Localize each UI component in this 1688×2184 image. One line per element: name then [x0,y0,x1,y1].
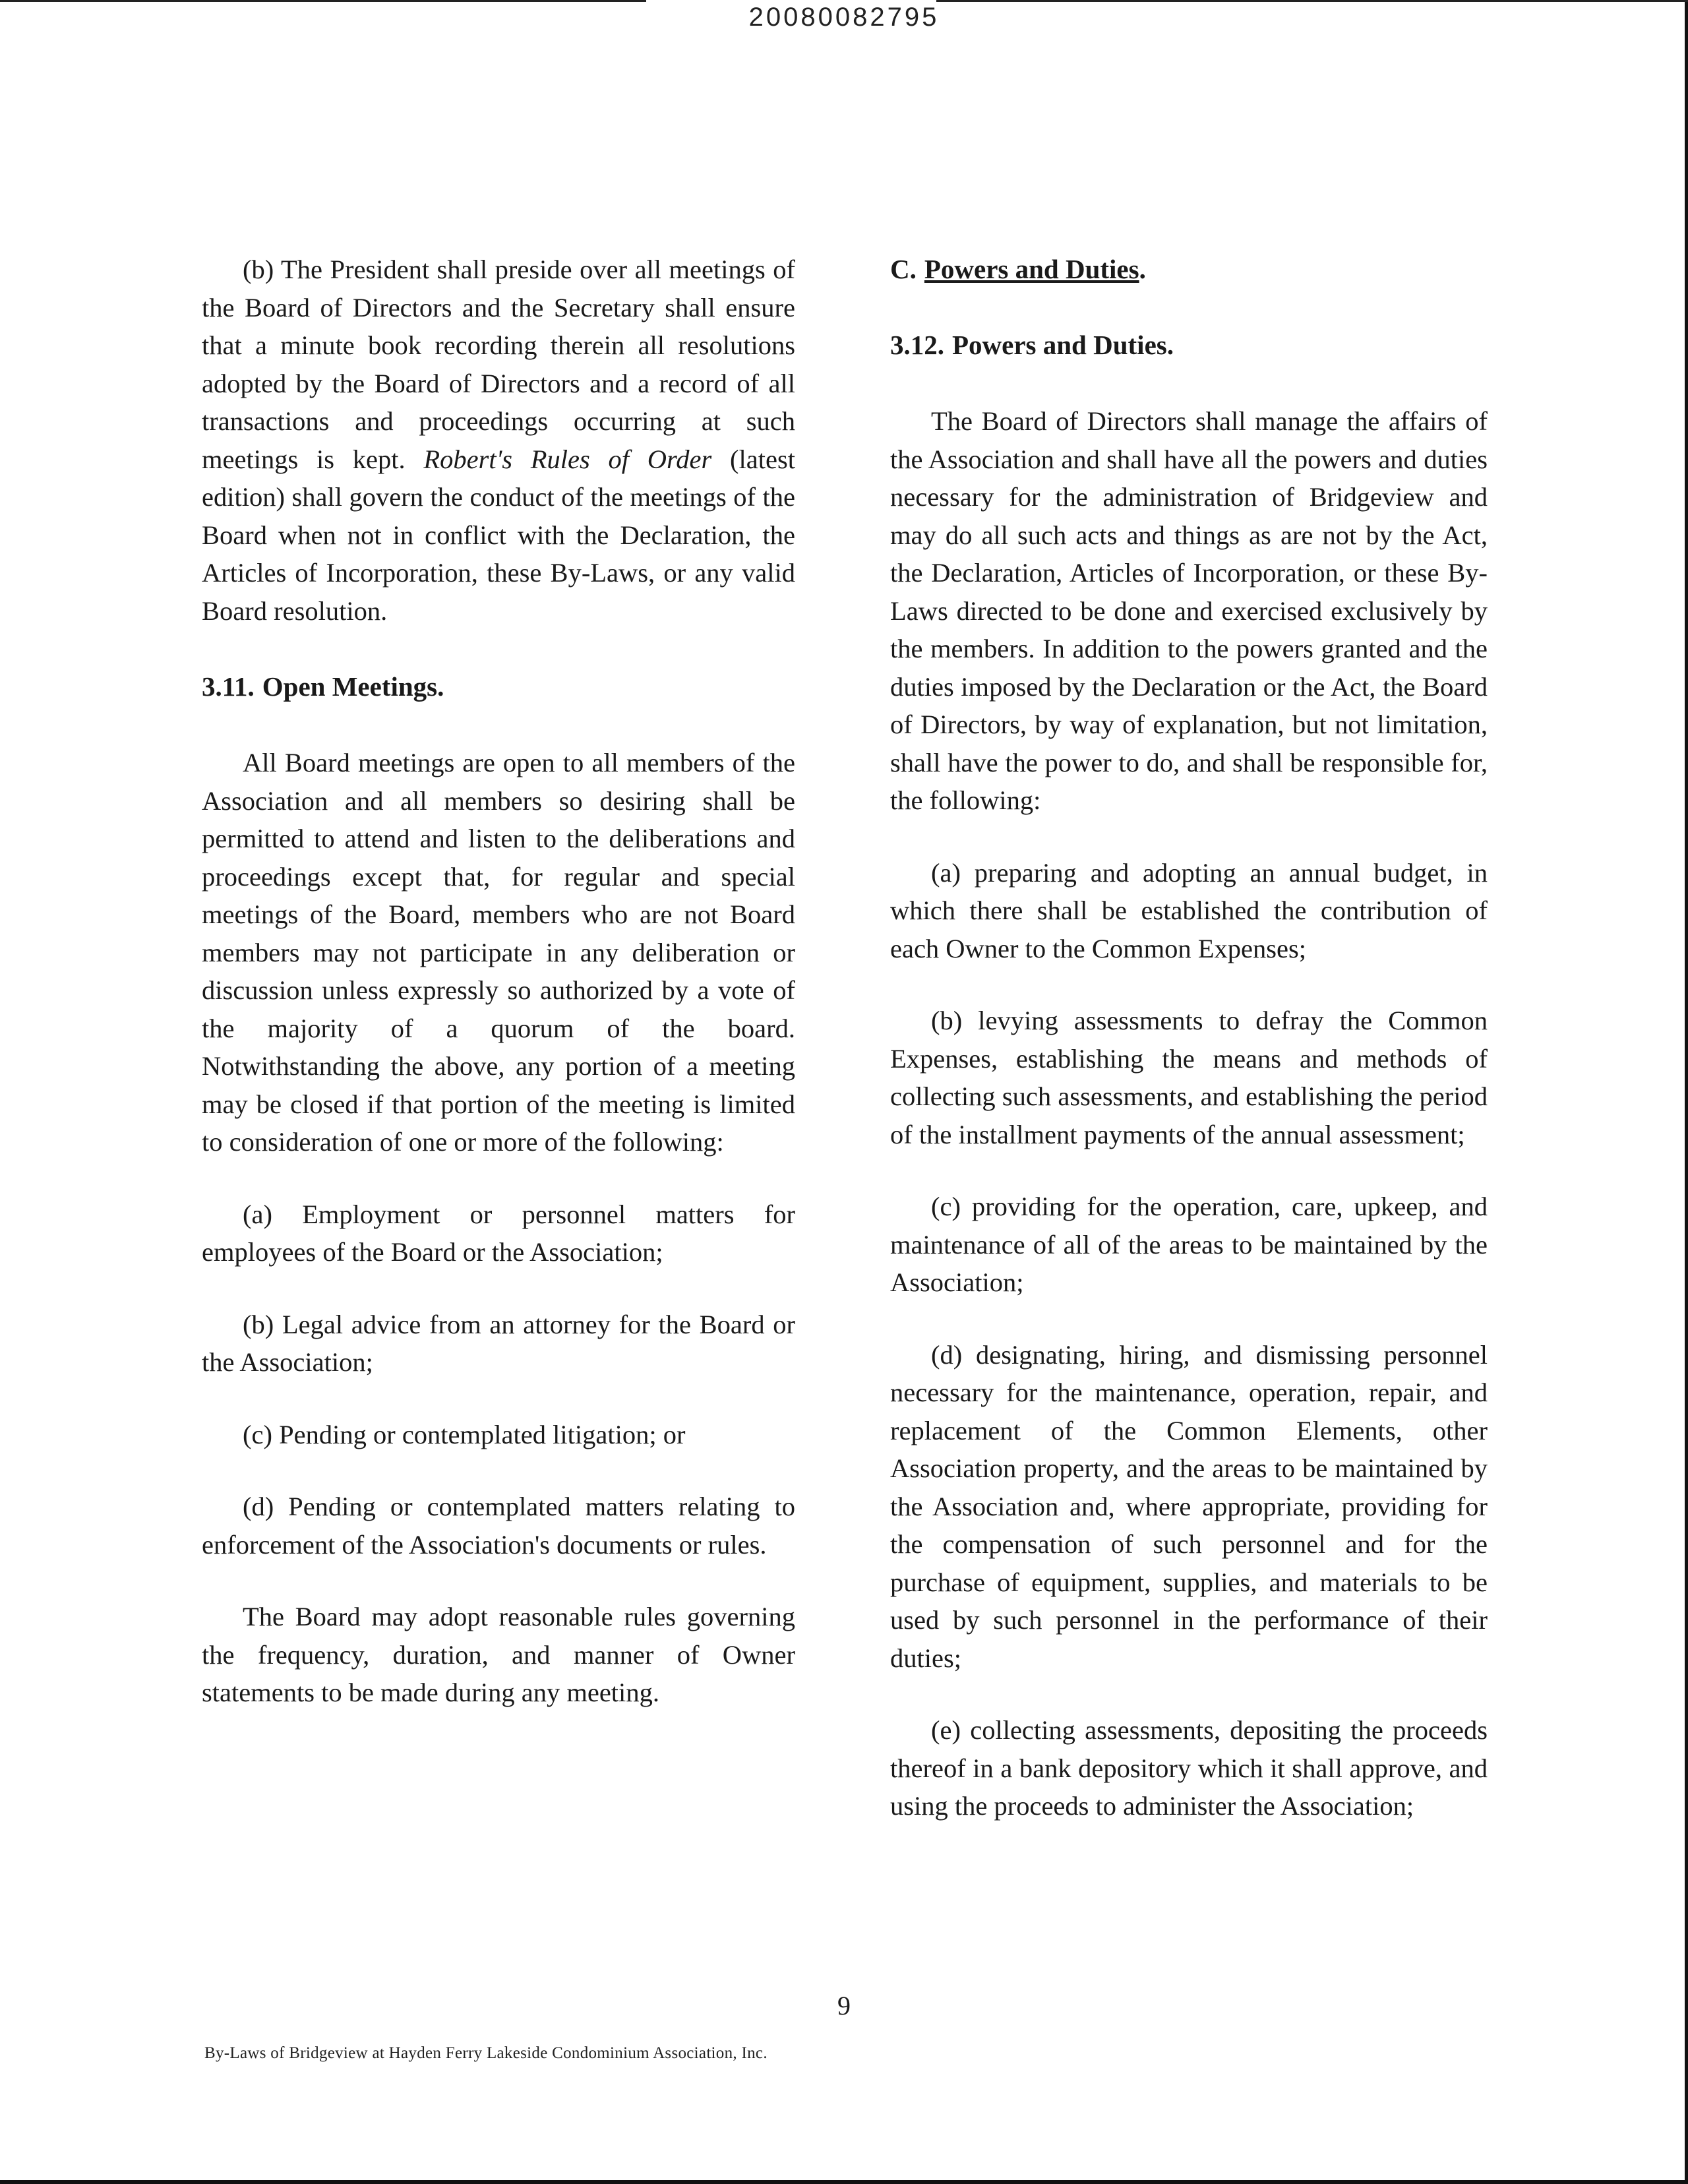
section-heading-3-11 [202,668,795,706]
document-number: 20080082795 [748,3,940,32]
heading-period: . [1139,254,1146,284]
open-meetings-intro: All Board meetings are open to all members of the Association and all members so desiring shall be permitted to attend and listen to the deliberations and proceedings except that, for regular and special meetings of the Board, members who are not Board members may not participate in any deliberation or discussion unless expressly so authorized by a vote of the majority of a quorum of the board. Notwithstanding the above, any portion of a meeting may be closed if that portion of the meeting is limited to consideration of one or more of the following: [202,748,795,1157]
list-item: (a) preparing and adopting an annual budget, in which there shall be established the contribution of each Owner to the Common Expenses; [890,857,1488,963]
powers-duties-intro: The Board of Directors shall manage the affairs of the Association and shall have all the powers and duties necessary for the administration of Bridgeview and may do all such acts and things as are not by the Act, the Declaration, Articles of Incorporation, or these By-Laws directed to be done and exercised exclusively by the members. In addition to the powers granted and the duties imposed by the Declaration or the Act, the Board of Directors, by way of explanation, but not limitation, shall have the power to do, and shall be responsible for, the following: [890,406,1488,815]
footer-caption: By-Laws of Bridgeview at Hayden Ferry Lakeside Condominium Association, Inc. [204,2044,768,2062]
section-title: Powers and Duties. [952,330,1174,360]
section-heading-c [890,251,1488,288]
list-item: (b) levying assessments to defray the Common Expenses, establishing the means and methods of collecting such assessments, and establishing the period of the installment payments of the annual assessment; [890,1006,1488,1149]
section-number: 3.11. [202,671,255,702]
section-letter: C. [890,254,917,284]
list-item: (a) Employment or personnel matters for employees of the Board or the Association; [202,1199,795,1267]
section-title: Open Meetings. [262,671,444,702]
paragraph-text: (b) The President shall preside over all meetings of the Board of Directors and the Secretary shall ensure that a minute book recording therein all resolutions adopted by the Board of Directors and a record of all transactions and proceedings occurring at such meetings is kept. [202,255,795,474]
list-item: (c) providing for the operation, care, upkeep, and maintenance of all of the areas to be maintained by the Association; [890,1192,1488,1297]
top-rule [0,0,646,2]
list-item: (d) Pending or contemplated matters relating to enforcement of the Association's documents or rules. [202,1492,795,1560]
italic-title: Robert's Rules of Order [423,444,712,474]
paragraph-text: (latest edition) shall govern the conduct of the meetings of the Board when not in conflict with the Declaration, the Articles of Incorporation, these By-Laws, or any valid Board resolution. [202,444,796,626]
list-item: (d) designating, hiring, and dismissing personnel necessary for the maintenance, operation, repair, and replacement of the Common Elements, other Association property, and the areas to be maintained by the Association and, where appropriate, providing for the compensation of such personnel and for the purchase of equipment, supplies, and materials to be used by such personnel in the performance of their duties; [890,1339,1488,1673]
paragraph-b-president [202,251,795,630]
section-title: Powers and Duties [924,254,1139,284]
section-heading-3-12 [890,326,1488,364]
left-column [202,251,795,1712]
section-number: 3.12. [890,330,944,360]
list-item: (e) collecting assessments, depositing the proceeds thereof in a bank depository which it shall approve, and using the proceeds to administer the Association; [890,1715,1488,1821]
open-meetings-closing: The Board may adopt reasonable rules governing the frequency, duration, and manner of Owner statements to be made during any meeting. [202,1602,795,1707]
right-column [890,251,1488,1825]
top-rule [936,0,1688,2]
list-item: (b) Legal advice from an attorney for the Board or the Association; [202,1309,795,1377]
page-number: 9 [837,1991,851,2020]
list-item: (c) Pending or contemplated litigation; or [243,1419,686,1449]
